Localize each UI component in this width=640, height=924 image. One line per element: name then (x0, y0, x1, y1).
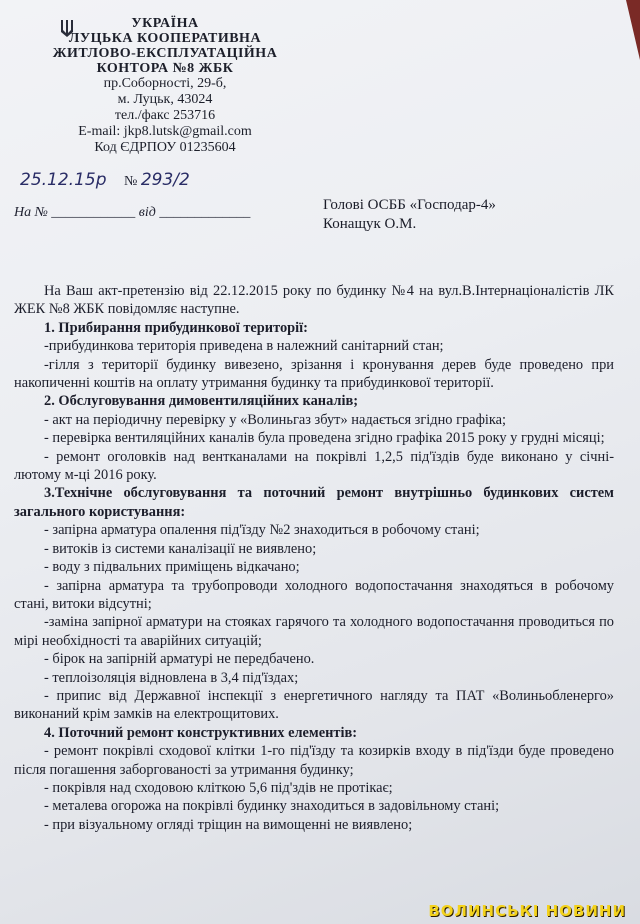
registration-date: 25.12.15р (20, 170, 107, 190)
letterhead (40, 16, 290, 156)
body-paragraph: -прибудинкова територія приведена в належний санітарний стан; (44, 338, 444, 355)
org-line: УКРАЇНА (131, 16, 199, 31)
reply-reference-line: На № ____________ від _____________ (14, 205, 251, 220)
body-paragraph: -заміна запірної арматури на стояках гарячого та холодного водопостачання проводиться по мірі необхідності та аварійних ситуацій; (14, 614, 614, 649)
registration-number: 293/2 (140, 170, 190, 190)
body-paragraph: - запірна арматура та трубопроводи холодного водопостачання знаходяться в робочому стані, витоки відсутні; (14, 577, 614, 612)
watermark-logo: ВОЛИНСЬКІ НОВИНИ (428, 902, 626, 920)
address-line: м. Луцьк, 43024 (117, 92, 213, 107)
background-corner (626, 0, 640, 60)
body-paragraph: - витоків із системи каналізації не виявлено; (44, 540, 317, 557)
body-paragraph: - ремонт покрівлі сходової клітки 1-го під'їзду та козирків входу в під'їзди буде проведено після погашення заборгованості за утримання будинку; (14, 743, 614, 778)
body-paragraph: - перевірка вентиляційних каналів була проведена згідно графіка 2015 року у грудні місяці; (44, 430, 605, 447)
body-paragraph: - покрівля над сходовою кліткою 5,6 під'здів не протікає; (44, 779, 393, 796)
recipient-title: Голові ОСББ «Господар-4» (323, 197, 496, 213)
address-line: пр.Соборності, 29-б, (103, 76, 227, 91)
section-heading: 3.Технічне обслуговування та поточний ремонт внутрішньо будинкових систем загального користування: (14, 485, 614, 520)
recipient-block (323, 196, 496, 234)
recipient-name: Конащук О.М. (323, 216, 417, 232)
section-heading: 1. Прибирання прибудинкової території: (44, 319, 308, 336)
address-line: тел./факс 253716 (114, 108, 216, 123)
body-paragraph: - при візуальному огляді тріщин на вимощенні не виявлено; (44, 816, 413, 833)
org-line: КОНТОРА №8 ЖБК (96, 61, 234, 76)
body-paragraph: - воду з підвальних приміщень відкачано; (44, 559, 300, 576)
section-heading: 2. Обслуговування димовентиляційних каналів; (44, 393, 359, 410)
body-paragraph: - теплоізоляція відновлена в 3,4 під'їздах; (44, 669, 299, 686)
edrpou-line: Код ЄДРПОУ 01235604 (94, 140, 236, 155)
body-paragraph: - ремонт оголовків над вентканалами на покрівлі 1,2,5 під'їздів буде виконано у січні-лютому м-ці 2016 року. (14, 448, 614, 484)
registration-number-label: № (124, 174, 138, 189)
body-paragraph: - акт на періодичну перевірку у «Волиньгаз збут» надається згідно графіка; (44, 411, 507, 428)
body-paragraph: -гілля з території будинку вивезено, зрізання і кронування дерев буде проведено при накопиченні коштів на оплату утримання будинку та прибудинкової території. (14, 356, 614, 392)
section-heading: 4. Поточний ремонт конструктивних елементів: (44, 724, 358, 741)
letter-body (14, 282, 614, 834)
org-line: ЛУЦЬКА КООПЕРАТИВНА (68, 31, 262, 46)
org-line: ЖИТЛОВО-ЕКСПЛУАТАЦІЙНА (52, 46, 278, 61)
body-paragraph: - запірна арматура опалення під'їзду №2 знаходиться в робочому стані; (44, 522, 480, 539)
body-paragraph: - металева огорожа на покрівлі будинку знаходиться в задовільному стані; (44, 798, 500, 815)
body-paragraph: - бірок на запірній арматурі не передбачено. (44, 651, 315, 668)
registration-line (20, 170, 250, 190)
body-paragraph: На Ваш акт-претензію від 22.12.2015 року по будинку №4 на вул.В.Інтернаціоналістів ЛК ЖЕК №8 ЖБК повідомляє наступне. (14, 283, 614, 318)
body-paragraph: - припис від Державної інспекції з енергетичного нагляду та ПАТ «Волиньобленерго» виконаний крім замків на електрощитових. (14, 687, 614, 723)
email-line: E-mail: jkp8.lutsk@gmail.com (78, 124, 252, 139)
